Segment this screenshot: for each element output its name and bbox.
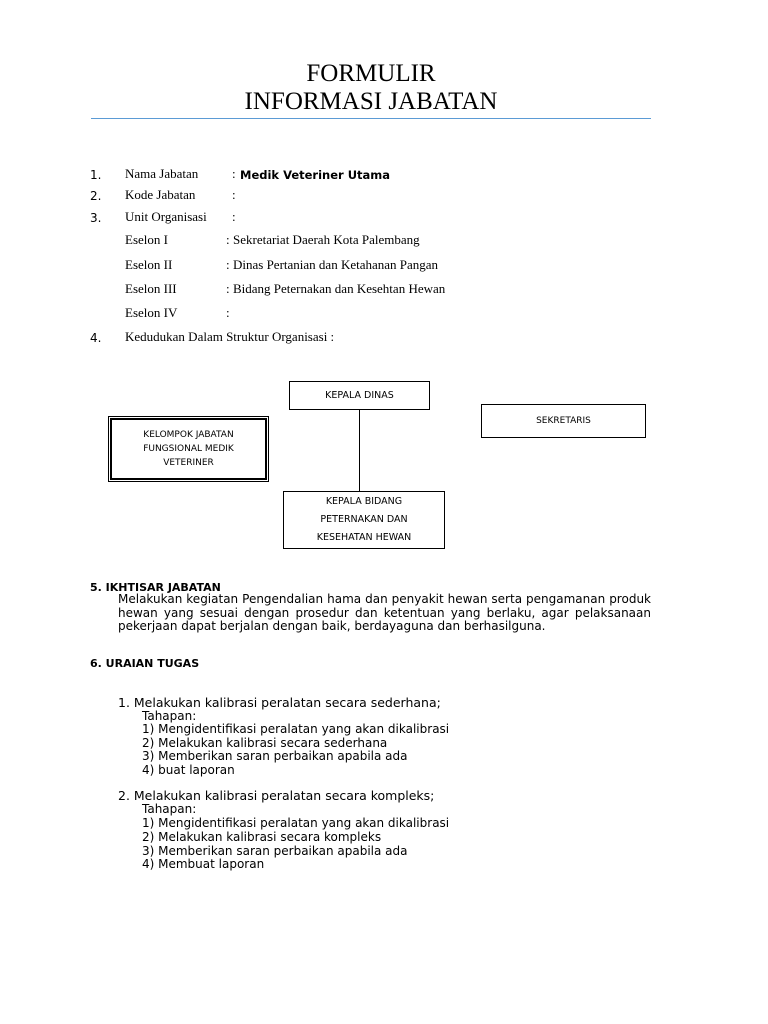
org-connector-line bbox=[359, 409, 360, 492]
task-step: 2) Melakukan kalibrasi secara sederhana bbox=[142, 736, 388, 750]
org-box-sekretaris: SEKRETARIS bbox=[481, 404, 646, 438]
task-step: 3) Memberikan saran perbaikan apabila ada bbox=[142, 844, 408, 858]
task-title: 2. Melakukan kalibrasi peralatan secara kompleks; bbox=[118, 788, 435, 803]
form-subtitle: INFORMASI JABATAN bbox=[244, 88, 498, 115]
task-tahapan: Tahapan: bbox=[142, 802, 197, 816]
ikhtisar-text: Melakukan kegiatan Pengendalian hama dan penyakit hewan serta pengamanan produk hewan yang sesuai dengan prosedur dan ketentuan yang berlaku, agar pelaksanaan pekerjaan dapat berjalan dengan baik, berdayaguna dan berhasilguna. bbox=[118, 592, 651, 633]
form-title: FORMULIR bbox=[306, 60, 436, 87]
task-step: 4) Membuat laporan bbox=[142, 857, 265, 871]
task-step: 3) Memberikan saran perbaikan apabila ada bbox=[142, 749, 408, 763]
task-step: 1) Mengidentifikasi peralatan yang akan dikalibrasi bbox=[142, 722, 450, 736]
field-label: Unit Organisasi bbox=[125, 209, 207, 224]
title-divider bbox=[91, 118, 651, 119]
field-label: Kode Jabatan bbox=[125, 187, 196, 202]
field-label: Nama Jabatan bbox=[125, 166, 199, 181]
section-uraian-heading: 6. URAIAN TUGAS bbox=[90, 657, 200, 670]
org-box-kepala-dinas: KEPALA DINAS bbox=[289, 381, 430, 410]
org-box-kelompok-jabatan: KELOMPOK JABATAN FUNGSIONAL MEDIK VETERINER bbox=[108, 416, 269, 482]
task-step: 2) Melakukan kalibrasi secara kompleks bbox=[142, 830, 382, 844]
task-title: 1. Melakukan kalibrasi peralatan secara sederhana; bbox=[118, 695, 441, 710]
task-tahapan: Tahapan: bbox=[142, 709, 197, 723]
org-box-kepala-bidang: KEPALA BIDANG PETERNAKAN DAN KESEHATAN HEWAN bbox=[283, 491, 445, 549]
field-value: Medik Veteriner Utama bbox=[240, 168, 391, 182]
section-ikhtisar-heading: 5. IKHTISAR JABATAN bbox=[90, 581, 221, 594]
task-step: 4) buat laporan bbox=[142, 763, 235, 777]
task-step: 1) Mengidentifikasi peralatan yang akan dikalibrasi bbox=[142, 816, 450, 830]
